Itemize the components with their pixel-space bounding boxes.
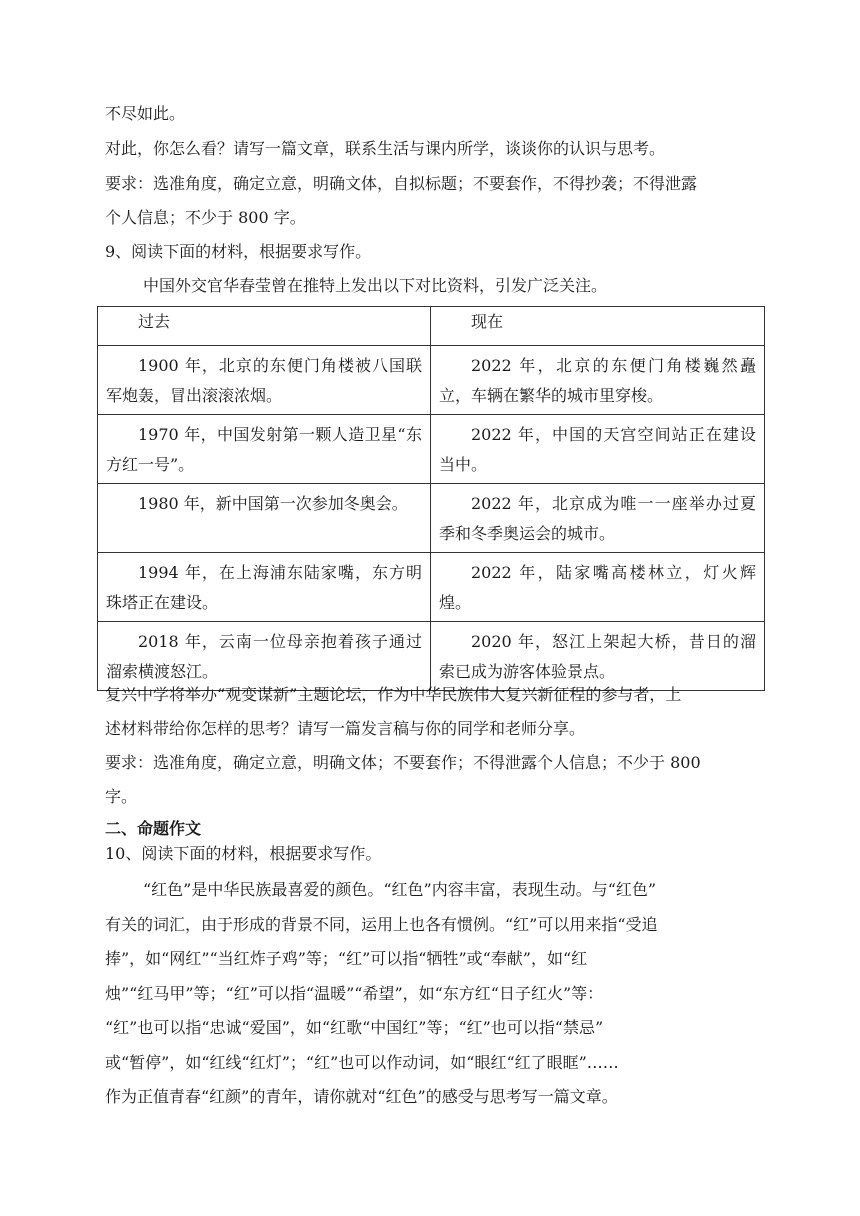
question-10-title: 10、阅读下面的材料，根据要求写作。: [105, 844, 382, 863]
text-line: 不尽如此。: [105, 104, 186, 123]
text-line: 对此，你怎么看？请写一篇文章，联系生活与课内所学，谈谈你的认识与思考。: [105, 139, 666, 158]
table-cell: 2022 年，陆家嘴高楼林立，灯火辉煌。: [431, 553, 765, 622]
text-line: 作为正值青春“红颜”的青年，请你就对“红色”的感受与思考写一篇文章。: [105, 1087, 618, 1106]
table-cell: 1970 年，中国发射第一颗人造卫星“东方红一号”。: [98, 415, 431, 484]
header-past: 过去: [98, 307, 431, 346]
table-row: [98, 622, 765, 691]
requirement-line: 字。: [105, 787, 138, 806]
text-line: 复兴中学将举办“观变谋新”主题论坛，作为中华民族伟大复兴新征程的参与者，上: [105, 685, 682, 704]
text-line: 有关的词汇，由于形成的背景不同，运用上也各有惯例。“红”可以用来指“受追: [105, 915, 658, 934]
table-cell: 2022 年，北京成为唯一一座举办过夏季和冬季奥运会的城市。: [431, 484, 765, 553]
section-heading: 二、命题作文: [105, 819, 202, 838]
requirement-line: 要求：选准角度，确定立意，明确文体；不要套作；不得泄露个人信息；不少于 800: [105, 753, 701, 772]
table-header-row: [98, 307, 765, 346]
table-row: [98, 415, 765, 484]
table-row: [98, 346, 765, 415]
table-cell: 1980 年，新中国第一次参加冬奥会。: [98, 484, 431, 553]
text-line: 或“暂停”，如“红线“红灯”；“红”也可以作动词，如“眼红“红了眼眶”……: [105, 1053, 619, 1072]
header-now: 现在: [431, 307, 765, 346]
text-line: 个人信息；不少于 800 字。: [105, 208, 306, 227]
question-9-title: 9、阅读下面的材料，根据要求写作。: [105, 242, 372, 261]
table-cell: 1994 年，在上海浦东陆家嘴，东方明珠塔正在建设。: [98, 553, 431, 622]
table-row: [98, 484, 765, 553]
table-cell: 2022 年，北京的东便门角楼巍然矗立，车辆在繁华的城市里穿梭。: [431, 346, 765, 415]
text-line: “红”也可以指“忠诚“爱国”，如“红歌“中国红”等；“红”也可以指“禁忌”: [105, 1018, 604, 1037]
table-cell: 2020 年，怒江上架起大桥，昔日的溜索已成为游客体验景点。: [431, 622, 765, 691]
table-cell: 1900 年，北京的东便门角楼被八国联军炮轰，冒出滚滚浓烟。: [98, 346, 431, 415]
table-cell: 2018 年，云南一位母亲抱着孩子通过溜索横渡怒江。: [98, 622, 431, 691]
comparison-table: [97, 306, 765, 691]
text-line: “红色”是中华民族最喜爱的颜色。“红色”内容丰富，表现生动。与“红色”: [143, 880, 657, 899]
text-line: 烛”“红马甲”等；“红”可以指“温暖”“希望”，如“东方红“日子红火”等：: [105, 984, 604, 1003]
text-line: 述材料带给你怎样的思考？请写一篇发言稿与你的同学和老师分享。: [105, 719, 586, 738]
text-line: 要求：选准角度，确定立意，明确文体，自拟标题；不要套作，不得抄袭；不得泄露: [105, 174, 698, 193]
question-9-intro: 中国外交官华春莹曾在推特上发出以下对比资料，引发广泛关注。: [143, 276, 608, 295]
text-line: 捧”，如“网红”“当红炸子鸡”等；“红”可以指“牺牲”或“奉献”，如“红: [105, 949, 588, 968]
table-cell: 2022 年，中国的天宫空间站正在建设当中。: [431, 415, 765, 484]
table-row: [98, 553, 765, 622]
